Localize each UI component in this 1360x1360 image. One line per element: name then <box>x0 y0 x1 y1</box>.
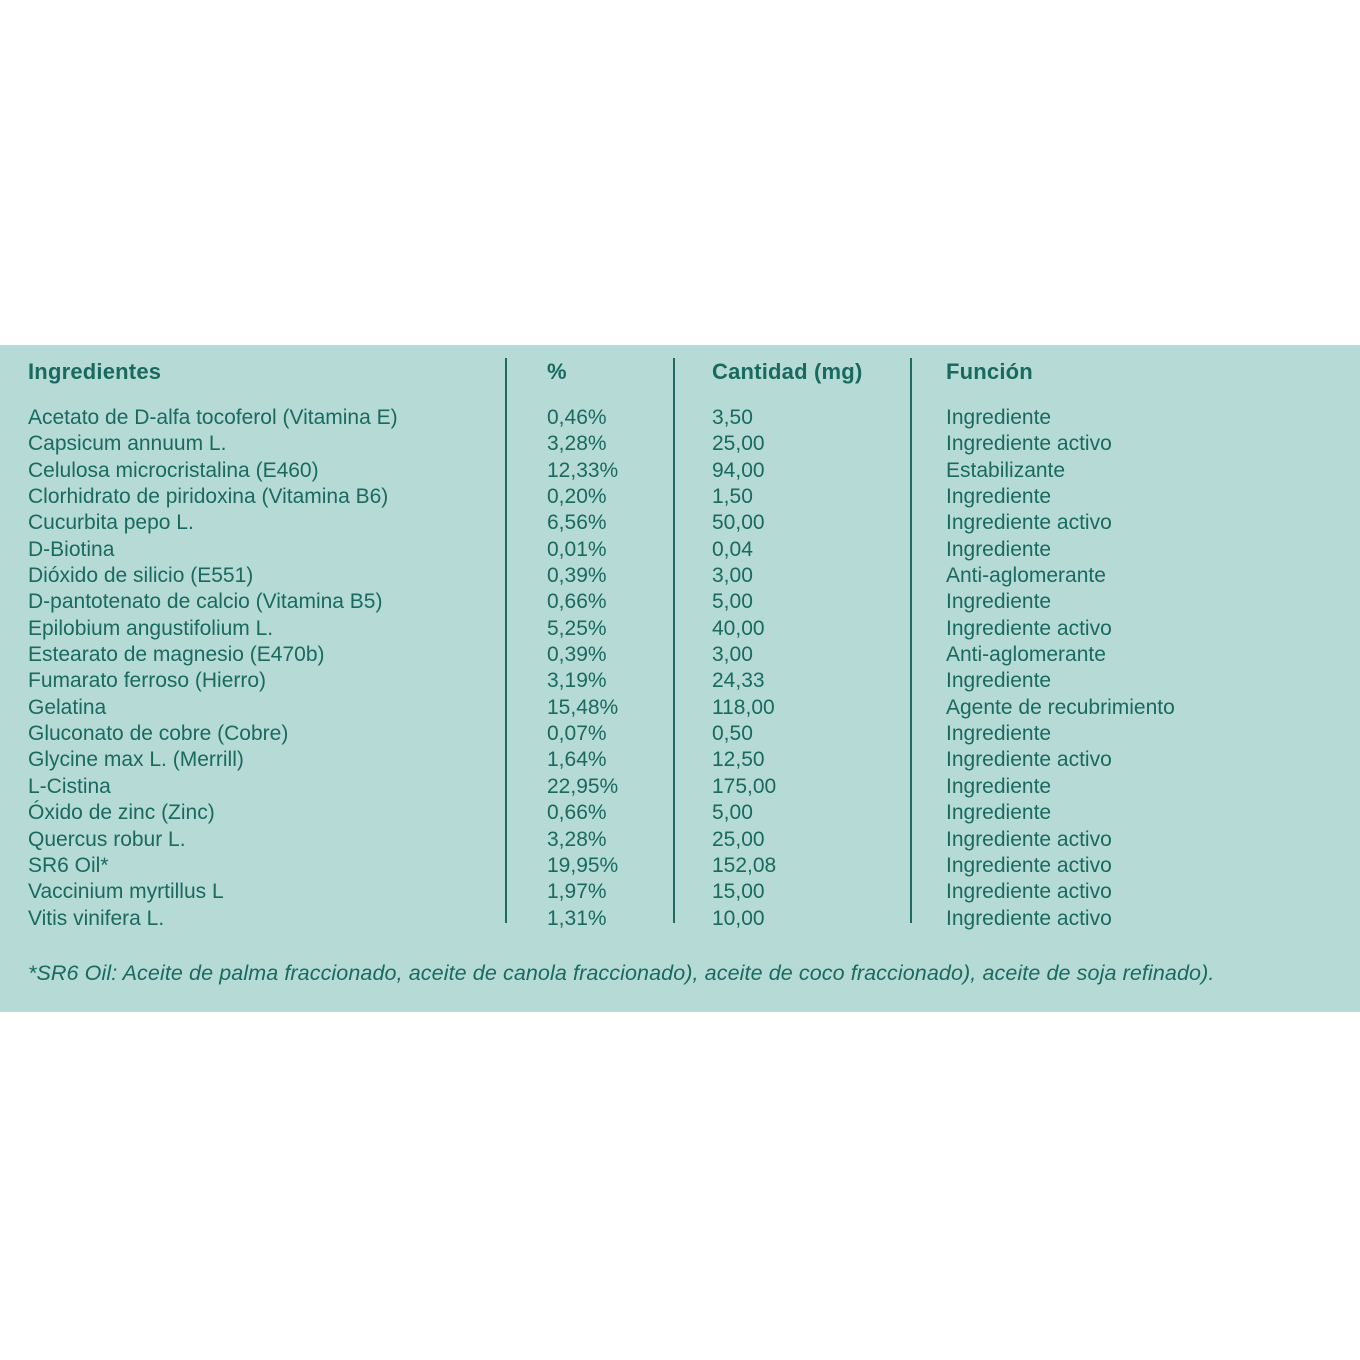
cell-funcion: Ingrediente activo <box>946 616 1112 640</box>
column-divider-3 <box>910 358 912 923</box>
cell-funcion: Anti-aglomerante <box>946 564 1106 588</box>
cell-cantidad: 25,00 <box>712 827 765 851</box>
cell-percent: 3,28% <box>547 827 607 851</box>
cell-percent: 1,31% <box>547 906 607 930</box>
cell-cantidad: 0,04 <box>712 537 753 561</box>
cell-ingredient: Capsicum annuum L. <box>28 432 227 456</box>
table-row <box>0 616 1360 642</box>
cell-ingredient: L-Cistina <box>28 774 111 798</box>
table-row <box>0 642 1360 668</box>
cell-ingredient: Gluconato de cobre (Cobre) <box>28 722 289 746</box>
cell-funcion: Ingrediente <box>946 669 1052 693</box>
cell-funcion: Anti-aglomerante <box>946 643 1106 667</box>
cell-percent: 3,28% <box>547 432 607 456</box>
cell-ingredient: Dióxido de silicio (E551) <box>28 564 254 588</box>
cell-cantidad: 1,50 <box>712 485 753 509</box>
cell-percent: 0,39% <box>547 643 607 667</box>
column-header-percent: % <box>547 359 567 384</box>
cell-percent: 15,48% <box>547 695 619 719</box>
cell-cantidad: 3,00 <box>712 643 753 667</box>
cell-funcion: Ingrediente <box>946 801 1052 825</box>
cell-cantidad: 50,00 <box>712 511 765 535</box>
cell-funcion: Ingrediente <box>946 406 1052 429</box>
cell-ingredient: Quercus robur L. <box>28 827 186 851</box>
table-row <box>0 800 1360 826</box>
cell-percent: 5,25% <box>547 616 607 640</box>
cell-percent: 0,20% <box>547 485 607 509</box>
cell-funcion: Ingrediente <box>946 590 1052 614</box>
cell-ingredient: Epilobium angustifolium L. <box>28 616 274 640</box>
table-row <box>0 879 1360 905</box>
cell-percent: 0,01% <box>547 537 607 561</box>
table-row <box>0 747 1360 773</box>
cell-cantidad: 3,50 <box>712 406 753 429</box>
cell-funcion: Estabilizante <box>946 458 1066 482</box>
cell-ingredient: Clorhidrato de piridoxina (Vitamina B6) <box>28 485 389 509</box>
cell-ingredient: Vaccinium myrtillus L <box>28 880 224 904</box>
cell-percent: 1,64% <box>547 748 607 772</box>
cell-percent: 1,97% <box>547 880 607 904</box>
cell-percent: 0,66% <box>547 801 607 825</box>
cell-funcion: Ingrediente <box>946 537 1052 561</box>
table-row <box>0 827 1360 853</box>
cell-cantidad: 5,00 <box>712 590 753 614</box>
cell-percent: 3,19% <box>547 669 607 693</box>
table-header-row <box>0 358 1360 405</box>
table-row <box>0 695 1360 721</box>
cell-cantidad: 25,00 <box>712 432 765 456</box>
table-row <box>0 510 1360 536</box>
cell-cantidad: 0,50 <box>712 722 753 746</box>
cell-ingredient: Glycine max L. (Merrill) <box>28 748 244 772</box>
cell-funcion: Ingrediente <box>946 722 1052 746</box>
cell-ingredient: Fumarato ferroso (Hierro) <box>28 669 267 693</box>
cell-cantidad: 40,00 <box>712 616 765 640</box>
cell-cantidad: 94,00 <box>712 458 765 482</box>
cell-funcion: Ingrediente activo <box>946 748 1112 772</box>
table-row <box>0 484 1360 510</box>
cell-percent: 6,56% <box>547 511 607 535</box>
table-row <box>0 906 1360 932</box>
cell-funcion: Ingrediente <box>946 485 1052 509</box>
column-divider-1 <box>505 358 507 923</box>
table-row <box>0 458 1360 484</box>
column-header-ingredientes: Ingredientes <box>28 359 162 384</box>
cell-ingredient: Estearato de magnesio (E470b) <box>28 643 325 667</box>
column-divider-2 <box>673 358 675 923</box>
cell-cantidad: 152,08 <box>712 853 777 877</box>
table-row <box>0 431 1360 457</box>
cell-ingredient: Celulosa microcristalina (E460) <box>28 458 319 482</box>
cell-funcion: Ingrediente activo <box>946 511 1112 535</box>
cell-percent: 0,46% <box>547 406 607 429</box>
table-body <box>0 405 1360 932</box>
table-row <box>0 537 1360 563</box>
cell-funcion: Ingrediente activo <box>946 906 1112 930</box>
cell-cantidad: 118,00 <box>712 695 775 719</box>
cell-funcion: Ingrediente activo <box>946 880 1112 904</box>
cell-percent: 19,95% <box>547 853 619 877</box>
table-row <box>0 563 1360 589</box>
table-row <box>0 721 1360 747</box>
cell-percent: 0,07% <box>547 722 607 746</box>
cell-percent: 0,66% <box>547 590 607 614</box>
cell-ingredient: SR6 Oil* <box>28 853 109 877</box>
cell-cantidad: 175,00 <box>712 774 777 798</box>
cell-ingredient: Gelatina <box>28 695 107 719</box>
cell-funcion: Ingrediente activo <box>946 827 1112 851</box>
ingredients-table-panel <box>0 345 1360 1012</box>
table-row <box>0 589 1360 615</box>
table-row <box>0 774 1360 800</box>
cell-funcion: Ingrediente activo <box>946 432 1112 456</box>
table-row <box>0 668 1360 694</box>
cell-cantidad: 15,00 <box>712 880 765 904</box>
ingredients-table <box>0 345 1360 932</box>
cell-funcion: Ingrediente <box>946 774 1052 798</box>
cell-funcion: Agente de recubrimiento <box>946 695 1175 719</box>
cell-ingredient: D-pantotenato de calcio (Vitamina B5) <box>28 590 383 614</box>
sr6-oil-footnote: *SR6 Oil: Aceite de palma fraccionado, aceite de canola fraccionado), aceite de coco fraccionado), aceite de soja refinado). <box>28 961 1215 985</box>
cell-cantidad: 3,00 <box>712 564 753 588</box>
cell-cantidad: 24,33 <box>712 669 765 693</box>
cell-ingredient: Óxido de zinc (Zinc) <box>28 801 215 825</box>
cell-funcion: Ingrediente activo <box>946 853 1112 877</box>
cell-percent: 12,33% <box>547 458 619 482</box>
cell-ingredient: Acetato de D-alfa tocoferol (Vitamina E) <box>28 406 398 429</box>
cell-cantidad: 10,00 <box>712 906 765 930</box>
cell-percent: 22,95% <box>547 774 619 798</box>
cell-percent: 0,39% <box>547 564 607 588</box>
cell-ingredient: D-Biotina <box>28 537 115 561</box>
cell-cantidad: 5,00 <box>712 801 753 825</box>
column-header-funcion: Función <box>946 359 1033 384</box>
table-row <box>0 405 1360 431</box>
cell-cantidad: 12,50 <box>712 748 765 772</box>
column-header-cantidad: Cantidad (mg) <box>712 359 863 384</box>
cell-ingredient: Cucurbita pepo L. <box>28 511 194 535</box>
table-row <box>0 853 1360 879</box>
cell-ingredient: Vitis vinifera L. <box>28 906 165 930</box>
